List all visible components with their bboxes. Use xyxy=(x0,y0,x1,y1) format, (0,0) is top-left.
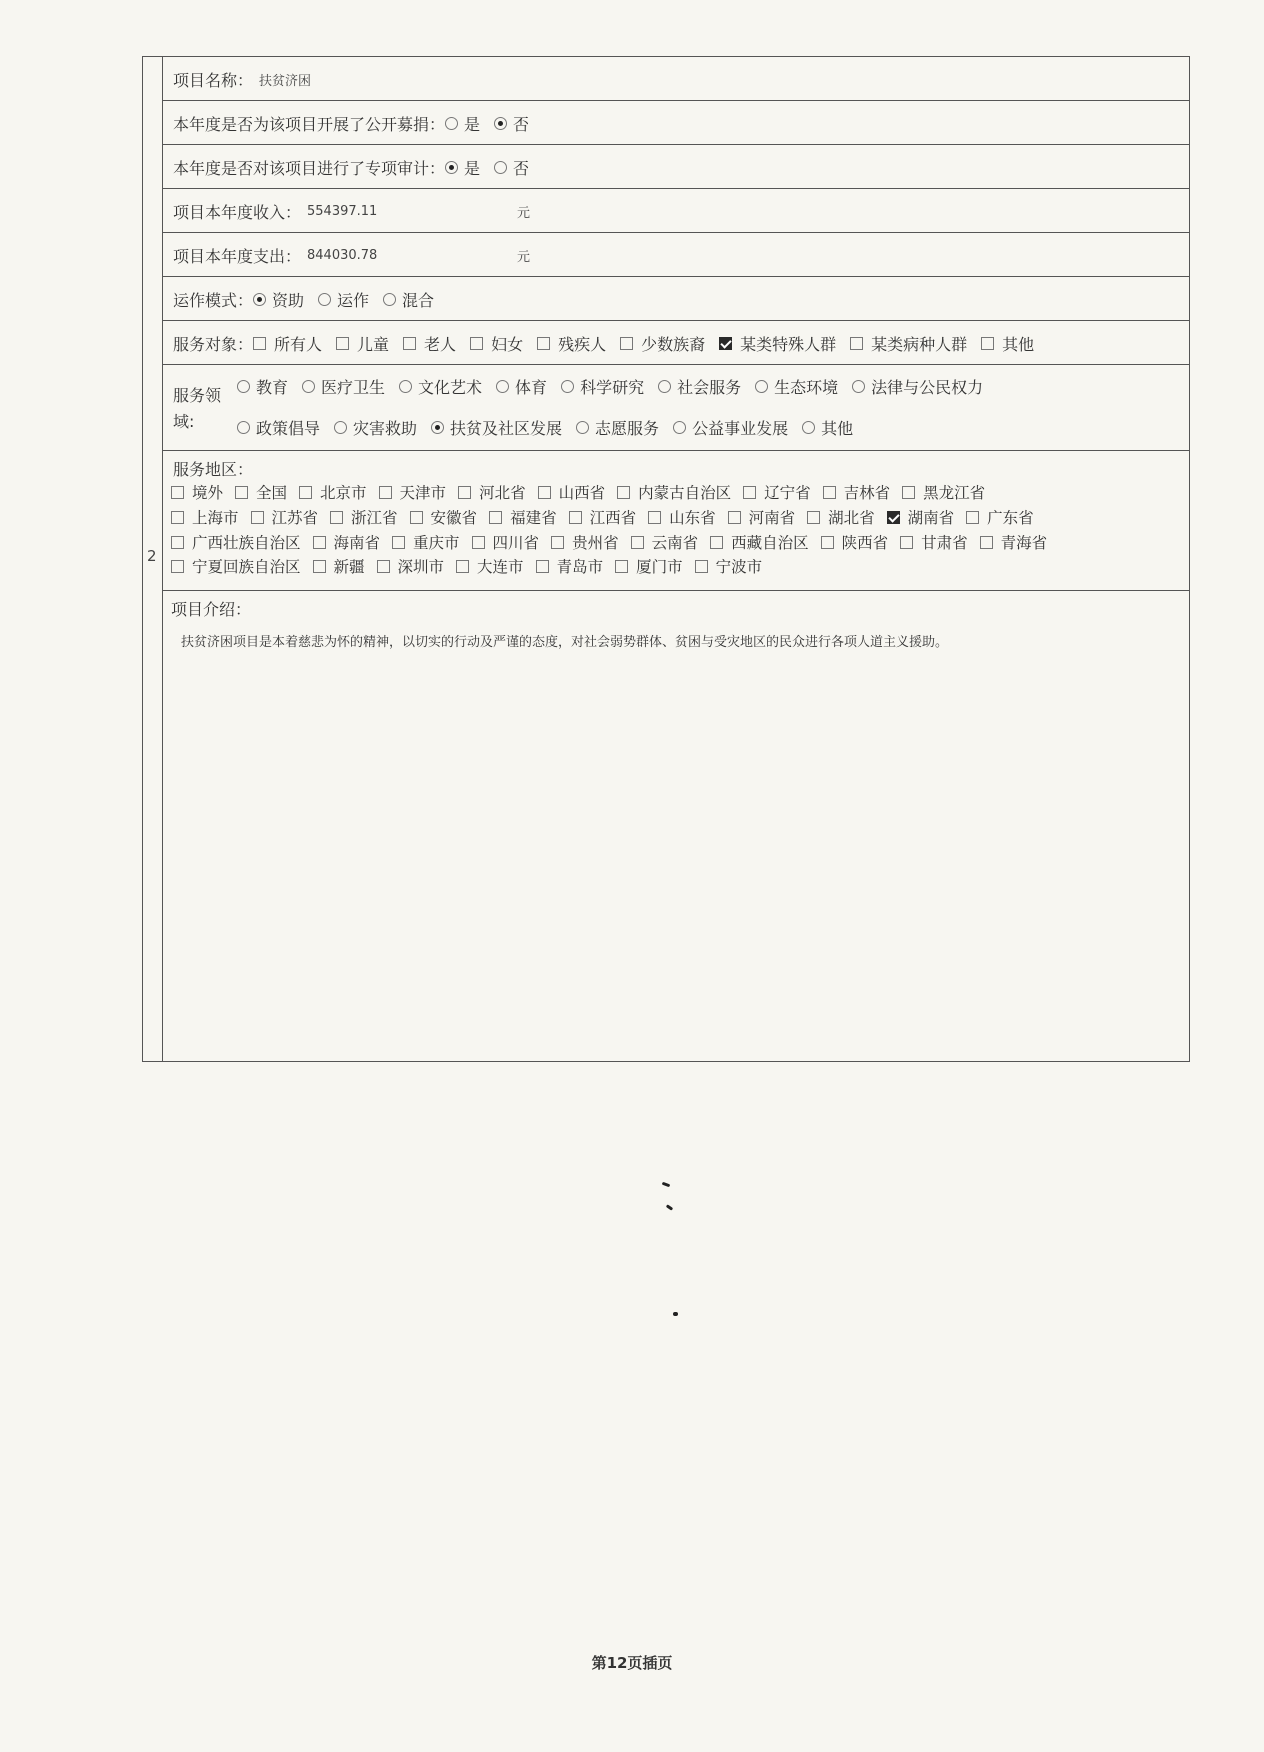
checkbox[interactable] xyxy=(171,560,184,573)
service-field-option[interactable] xyxy=(561,375,644,398)
row-number: 2 xyxy=(147,547,157,565)
checkbox[interactable] xyxy=(631,536,644,549)
service-field-option[interactable] xyxy=(673,416,788,439)
service-target-option-label: 某类病种人群 xyxy=(871,335,968,354)
operation-mode-option[interactable] xyxy=(253,288,304,311)
service-region-label: 服务地区： xyxy=(173,460,254,479)
checkbox[interactable] xyxy=(850,337,863,350)
radio-button[interactable] xyxy=(658,380,671,393)
radio-button[interactable] xyxy=(253,293,266,306)
service-region-option-label: 云南省 xyxy=(651,534,699,552)
project-name-value: 扶贫济困 xyxy=(259,74,312,89)
operation-mode-option[interactable] xyxy=(383,288,434,311)
service-region-option-label: 江西省 xyxy=(589,509,637,527)
checkbox[interactable] xyxy=(620,337,633,350)
service-field-label-line2: 域: xyxy=(173,412,195,431)
service-field-option-label: 体育 xyxy=(515,378,548,397)
service-region-option[interactable] xyxy=(251,506,319,528)
service-field-options-row2 xyxy=(237,416,853,439)
checkbox[interactable] xyxy=(456,560,469,573)
checkbox[interactable] xyxy=(695,560,708,573)
income-label: 项目本年度收入： xyxy=(173,203,302,222)
page-footer: 第12页插页 xyxy=(591,1654,673,1672)
public-fundraising-option-label: 是 xyxy=(464,115,481,134)
income-value: 554397.11 xyxy=(307,204,378,219)
checkbox[interactable] xyxy=(470,337,483,350)
radio-button[interactable] xyxy=(302,380,315,393)
service-region-option[interactable] xyxy=(887,506,955,528)
checkbox[interactable] xyxy=(710,536,723,549)
service-region-option[interactable] xyxy=(379,481,447,503)
checkbox[interactable] xyxy=(299,486,312,499)
radio-button[interactable] xyxy=(755,380,768,393)
checkbox[interactable] xyxy=(617,486,630,499)
service-target-option-label: 妇女 xyxy=(491,335,524,354)
service-region-option[interactable] xyxy=(966,506,1034,528)
radio-button[interactable] xyxy=(237,421,250,434)
service-target-option-label: 老人 xyxy=(424,335,457,354)
service-region-option[interactable] xyxy=(171,506,239,528)
scan-speck xyxy=(666,1204,673,1210)
service-field-option-label: 医疗卫生 xyxy=(321,378,386,397)
service-region-option[interactable] xyxy=(171,555,301,577)
service-field-option-label: 文化艺术 xyxy=(418,378,483,397)
introduction-label: 项目介绍： xyxy=(171,600,252,619)
service-region-option[interactable] xyxy=(313,555,365,577)
operation-mode-option-label: 混合 xyxy=(402,291,435,310)
service-region-option-label: 广东省 xyxy=(987,509,1034,527)
checkbox[interactable] xyxy=(336,337,349,350)
service-region-option-label: 厦门市 xyxy=(636,558,683,576)
checkbox[interactable] xyxy=(537,337,550,350)
public-fundraising-label: 本年度是否为该项目开展了公开募捐： xyxy=(173,115,446,134)
checkbox[interactable] xyxy=(377,560,390,573)
radio-button[interactable] xyxy=(431,421,444,434)
service-region-option[interactable] xyxy=(902,481,985,503)
project-name-label: 项目名称： xyxy=(173,71,254,90)
service-field-options-row1 xyxy=(237,375,983,398)
service-field-option[interactable] xyxy=(399,375,482,398)
service-region-option[interactable] xyxy=(235,481,287,503)
checkbox[interactable] xyxy=(648,511,661,524)
service-region-option-label: 海南省 xyxy=(333,534,381,552)
checkbox[interactable] xyxy=(743,486,756,499)
service-region-line-3 xyxy=(171,531,1059,553)
service-region-option-label: 山西省 xyxy=(558,484,606,502)
checkbox[interactable] xyxy=(472,536,485,549)
service-region-option-label: 天津市 xyxy=(399,484,447,502)
service-region-option-label: 陕西省 xyxy=(841,534,889,552)
public-fundraising-option[interactable] xyxy=(494,112,529,135)
radio-button[interactable] xyxy=(561,380,574,393)
service-field-option[interactable] xyxy=(334,416,417,439)
public-fundraising-option[interactable] xyxy=(445,112,480,135)
radio-button[interactable] xyxy=(852,380,865,393)
checkbox[interactable] xyxy=(235,486,248,499)
service-target-option[interactable] xyxy=(336,332,389,355)
radio-button[interactable] xyxy=(383,293,396,306)
service-region-option-label: 上海市 xyxy=(192,509,239,527)
service-region-option-label: 深圳市 xyxy=(397,558,445,576)
service-field-option[interactable] xyxy=(576,416,659,439)
service-region-option[interactable] xyxy=(710,531,809,553)
checkbox[interactable] xyxy=(330,511,343,524)
service-region-option[interactable] xyxy=(980,531,1048,553)
service-region-line-4 xyxy=(171,555,774,577)
service-region-option[interactable] xyxy=(728,506,796,528)
service-targets-options xyxy=(253,332,1034,355)
service-target-option[interactable] xyxy=(253,332,322,355)
expense-row xyxy=(163,233,1189,277)
checkbox[interactable] xyxy=(458,486,471,499)
service-region-option-label: 吉林省 xyxy=(843,484,891,502)
service-region-option[interactable] xyxy=(631,531,699,553)
checkbox[interactable] xyxy=(313,560,326,573)
service-field-label-line1: 服务领 xyxy=(173,386,222,405)
service-region-option-label: 北京市 xyxy=(320,484,367,502)
service-region-option-label: 境外 xyxy=(192,484,224,502)
service-region-option-label: 甘肃省 xyxy=(921,534,968,552)
service-region-option[interactable] xyxy=(171,531,301,553)
radio-button[interactable] xyxy=(445,117,458,130)
checkbox[interactable] xyxy=(966,511,979,524)
service-region-option[interactable] xyxy=(900,531,968,553)
checkbox[interactable] xyxy=(807,511,820,524)
operation-mode-option-label: 资助 xyxy=(272,291,305,310)
service-region-option-label: 青海省 xyxy=(1000,534,1048,552)
service-field-option[interactable] xyxy=(658,375,741,398)
service-region-option-label: 贵州省 xyxy=(572,534,619,552)
checkbox[interactable] xyxy=(981,337,994,350)
service-region-option[interactable] xyxy=(695,555,763,577)
service-region-option[interactable] xyxy=(489,506,557,528)
service-region-option-label: 青岛市 xyxy=(556,558,604,576)
service-region-option[interactable] xyxy=(823,481,891,503)
service-region-option[interactable] xyxy=(456,555,524,577)
service-region-row xyxy=(163,451,1189,591)
service-region-option-label: 湖南省 xyxy=(907,509,955,527)
scan-speck xyxy=(673,1312,678,1316)
service-field-option[interactable] xyxy=(302,375,385,398)
public-fundraising-option-label: 否 xyxy=(513,115,530,134)
service-region-option-label: 河北省 xyxy=(479,484,526,502)
service-region-option-label: 河南省 xyxy=(748,509,796,527)
operation-mode-option-label: 运作 xyxy=(337,291,370,310)
checkbox[interactable] xyxy=(489,511,502,524)
radio-button[interactable] xyxy=(494,117,507,130)
checkbox[interactable] xyxy=(821,536,834,549)
service-field-option[interactable] xyxy=(237,375,288,398)
service-field-option-label: 科学研究 xyxy=(580,378,645,397)
row-index-column xyxy=(143,57,163,1061)
special-audit-option[interactable] xyxy=(494,156,529,179)
service-field-option[interactable] xyxy=(852,375,983,398)
service-target-option[interactable] xyxy=(470,332,523,355)
scan-speck xyxy=(662,1182,671,1188)
checkbox[interactable] xyxy=(719,337,732,350)
service-region-option-label: 内蒙古自治区 xyxy=(638,484,732,502)
income-unit: 元 xyxy=(517,206,531,221)
checkbox[interactable] xyxy=(171,536,184,549)
checkbox[interactable] xyxy=(615,560,628,573)
service-region-option-label: 西藏自治区 xyxy=(731,534,809,552)
service-field-option[interactable] xyxy=(431,416,562,439)
service-field-option[interactable] xyxy=(496,375,547,398)
service-region-option-label: 四川省 xyxy=(492,534,540,552)
service-region-option-label: 江苏省 xyxy=(271,509,319,527)
service-region-option-label: 新疆 xyxy=(333,558,365,576)
public-fundraising-options xyxy=(445,112,529,135)
project-form-table xyxy=(142,56,1190,1062)
service-region-line-2 xyxy=(171,506,1046,528)
checkbox[interactable] xyxy=(379,486,392,499)
service-target-option-label: 少数族裔 xyxy=(641,335,706,354)
service-region-line-1 xyxy=(171,481,997,503)
service-region-option[interactable] xyxy=(377,555,445,577)
service-field-option[interactable] xyxy=(237,416,320,439)
radio-button[interactable] xyxy=(496,380,509,393)
service-field-option-label: 社会服务 xyxy=(677,378,742,397)
service-targets-row xyxy=(163,321,1189,365)
checkbox[interactable] xyxy=(171,511,184,524)
expense-unit: 元 xyxy=(517,250,531,265)
service-region-option[interactable] xyxy=(392,531,460,553)
service-region-option-label: 安徽省 xyxy=(430,509,478,527)
checkbox[interactable] xyxy=(410,511,423,524)
service-target-option-label: 儿童 xyxy=(357,335,390,354)
service-field-row xyxy=(163,365,1189,451)
service-field-option-label: 公益事业发展 xyxy=(692,419,789,438)
service-region-option-label: 宁夏回族自治区 xyxy=(192,558,301,576)
radio-button[interactable] xyxy=(802,421,815,434)
service-region-option-label: 全国 xyxy=(256,484,288,502)
service-field-option-label: 生态环境 xyxy=(774,378,839,397)
radio-button[interactable] xyxy=(494,161,507,174)
radio-button[interactable] xyxy=(673,421,686,434)
operation-mode-option[interactable] xyxy=(318,288,369,311)
service-region-option[interactable] xyxy=(821,531,889,553)
service-region-option-label: 重庆市 xyxy=(413,534,460,552)
service-region-option[interactable] xyxy=(615,555,683,577)
service-region-option[interactable] xyxy=(171,481,223,503)
radio-button[interactable] xyxy=(237,380,250,393)
special-audit-label: 本年度是否对该项目进行了专项审计： xyxy=(173,159,446,178)
expense-label: 项目本年度支出： xyxy=(173,247,302,266)
operation-mode-row xyxy=(163,277,1189,321)
introduction-text: 扶贫济困项目是本着慈悲为怀的精神，以切实的行动及严谨的态度，对社会弱势群体、贫困与受灾地区的民众进行各项人道主义援助。 xyxy=(181,635,949,650)
service-region-option[interactable] xyxy=(538,481,606,503)
operation-mode-label: 运作模式： xyxy=(173,291,254,310)
checkbox[interactable] xyxy=(251,511,264,524)
service-region-option[interactable] xyxy=(551,531,619,553)
service-field-option-label: 法律与公民权力 xyxy=(871,378,984,397)
special-audit-option-label: 是 xyxy=(464,159,481,178)
checkbox[interactable] xyxy=(392,536,405,549)
service-target-option-label: 其他 xyxy=(1002,335,1035,354)
service-field-option-label: 教育 xyxy=(256,378,289,397)
expense-value: 844030.78 xyxy=(307,248,378,263)
checkbox[interactable] xyxy=(313,536,326,549)
special-audit-row xyxy=(163,145,1189,189)
public-fundraising-row xyxy=(163,101,1189,145)
service-target-option[interactable] xyxy=(981,332,1034,355)
service-target-option[interactable] xyxy=(850,332,967,355)
service-target-option[interactable] xyxy=(620,332,705,355)
service-target-option-label: 某类特殊人群 xyxy=(740,335,837,354)
service-field-option-label: 扶贫及社区发展 xyxy=(450,419,563,438)
checkbox[interactable] xyxy=(569,511,582,524)
radio-button[interactable] xyxy=(399,380,412,393)
service-region-option[interactable] xyxy=(648,506,716,528)
checkbox[interactable] xyxy=(900,536,913,549)
checkbox[interactable] xyxy=(551,536,564,549)
service-region-option[interactable] xyxy=(458,481,526,503)
service-target-option-label: 所有人 xyxy=(274,335,323,354)
service-targets-label: 服务对象： xyxy=(173,335,254,354)
radio-button[interactable] xyxy=(334,421,347,434)
service-region-option-label: 福建省 xyxy=(510,509,557,527)
service-region-option[interactable] xyxy=(569,506,637,528)
service-region-option[interactable] xyxy=(536,555,604,577)
service-field-option[interactable] xyxy=(802,416,853,439)
service-field-option-label: 灾害救助 xyxy=(353,419,418,438)
service-target-option[interactable] xyxy=(537,332,606,355)
service-region-option[interactable] xyxy=(299,481,367,503)
radio-button[interactable] xyxy=(445,161,458,174)
checkbox[interactable] xyxy=(980,536,993,549)
service-field-option-label: 其他 xyxy=(821,419,854,438)
checkbox[interactable] xyxy=(538,486,551,499)
service-target-option-label: 残疾人 xyxy=(558,335,607,354)
introduction-row xyxy=(163,591,1189,1061)
service-region-option[interactable] xyxy=(410,506,478,528)
service-region-option-label: 宁波市 xyxy=(715,558,763,576)
service-region-option[interactable] xyxy=(330,506,398,528)
service-region-option-label: 山东省 xyxy=(669,509,716,527)
service-target-option[interactable] xyxy=(719,332,836,355)
special-audit-options xyxy=(445,156,529,179)
checkbox[interactable] xyxy=(728,511,741,524)
service-region-option-label: 湖北省 xyxy=(828,509,875,527)
checkbox[interactable] xyxy=(253,337,266,350)
special-audit-option-label: 否 xyxy=(513,159,530,178)
operation-mode-options xyxy=(253,288,434,311)
checkbox[interactable] xyxy=(403,337,416,350)
service-region-option[interactable] xyxy=(807,506,875,528)
checkbox[interactable] xyxy=(887,511,900,524)
service-region-option-label: 广西壮族自治区 xyxy=(192,534,301,552)
radio-button[interactable] xyxy=(576,421,589,434)
service-region-option[interactable] xyxy=(743,481,811,503)
checkbox[interactable] xyxy=(902,486,915,499)
service-region-option-label: 辽宁省 xyxy=(764,484,811,502)
project-name-row xyxy=(163,57,1189,101)
income-row xyxy=(163,189,1189,233)
service-field-option[interactable] xyxy=(755,375,838,398)
checkbox[interactable] xyxy=(171,486,184,499)
service-region-option-label: 黑龙江省 xyxy=(923,484,986,502)
service-region-option[interactable] xyxy=(472,531,540,553)
service-field-option-label: 志愿服务 xyxy=(595,419,660,438)
service-target-option[interactable] xyxy=(403,332,456,355)
radio-button[interactable] xyxy=(318,293,331,306)
service-region-option[interactable] xyxy=(313,531,381,553)
service-region-option-label: 大连市 xyxy=(477,558,524,576)
checkbox[interactable] xyxy=(823,486,836,499)
special-audit-option[interactable] xyxy=(445,156,480,179)
service-region-option[interactable] xyxy=(617,481,731,503)
service-field-option-label: 政策倡导 xyxy=(256,419,321,438)
checkbox[interactable] xyxy=(536,560,549,573)
service-region-option-label: 浙江省 xyxy=(351,509,398,527)
